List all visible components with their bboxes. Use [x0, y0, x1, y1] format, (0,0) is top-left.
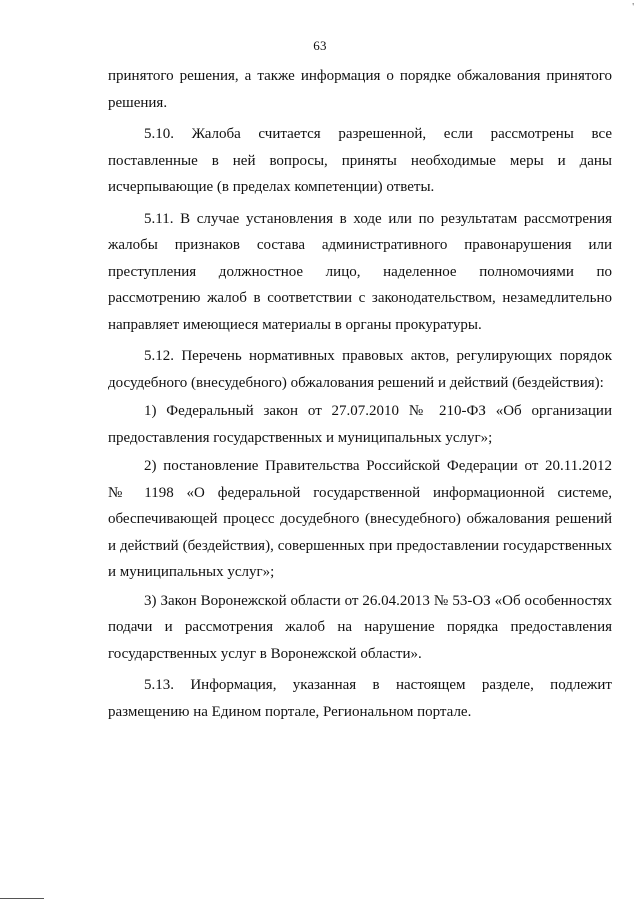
list-item-2: 2) постановление Правительства Российской Федерации от 20.11.2012 № 1198 «О федеральной государственной информационной системе, обеспечивающей процесс досудебного (внесудебного) обжалования решений и действий (бездействия), совершенных при предоставлении государственных и муниципальных услуг»; — [108, 458, 612, 580]
document-body — [108, 63, 612, 725]
list-item-3: 3) Закон Воронежской области от 26.04.2013 № 53-ОЗ «Об особенностях подачи и рассмотрения жалоб на нарушение порядка предоставления государственных услуг в Воронежской области». — [108, 592, 612, 662]
paragraph-5-12: 5.12. Перечень нормативных правовых актов, регулирующих порядок досудебного (внесудебного) обжалования решений и действий (бездействия): — [108, 348, 612, 391]
paragraph-5-11: 5.11. В случае установления в ходе или по результатам рассмотрения жалобы признаков состава административного правонарушения или преступления должностное лицо, наделенное полномочиями по рассмотрению жалоб в соответствии с законодательством, незамедлительно направляет имеющиеся материалы в органы прокуратуры. — [108, 210, 612, 333]
corner-mark: ' — [632, 2, 634, 13]
paragraph-continuation: принятого решения, а также информация о порядке обжалования принятого решения. — [108, 68, 612, 111]
page-number: 63 — [313, 38, 327, 53]
footnote-divider — [0, 898, 44, 899]
list-item-1: 1) Федеральный закон от 27.07.2010 № 210-ФЗ «Об организации предоставления государственных и муниципальных услуг»; — [108, 403, 612, 446]
paragraph-5-13: 5.13. Информация, указанная в настоящем разделе, подлежит размещению на Едином портале, Региональном портале. — [108, 677, 612, 720]
paragraph-5-10: 5.10. Жалоба считается разрешенной, если рассмотрены все поставленные в ней вопросы, приняты необходимые меры и даны исчерпывающие (в пределах компетенции) ответы. — [108, 126, 612, 195]
